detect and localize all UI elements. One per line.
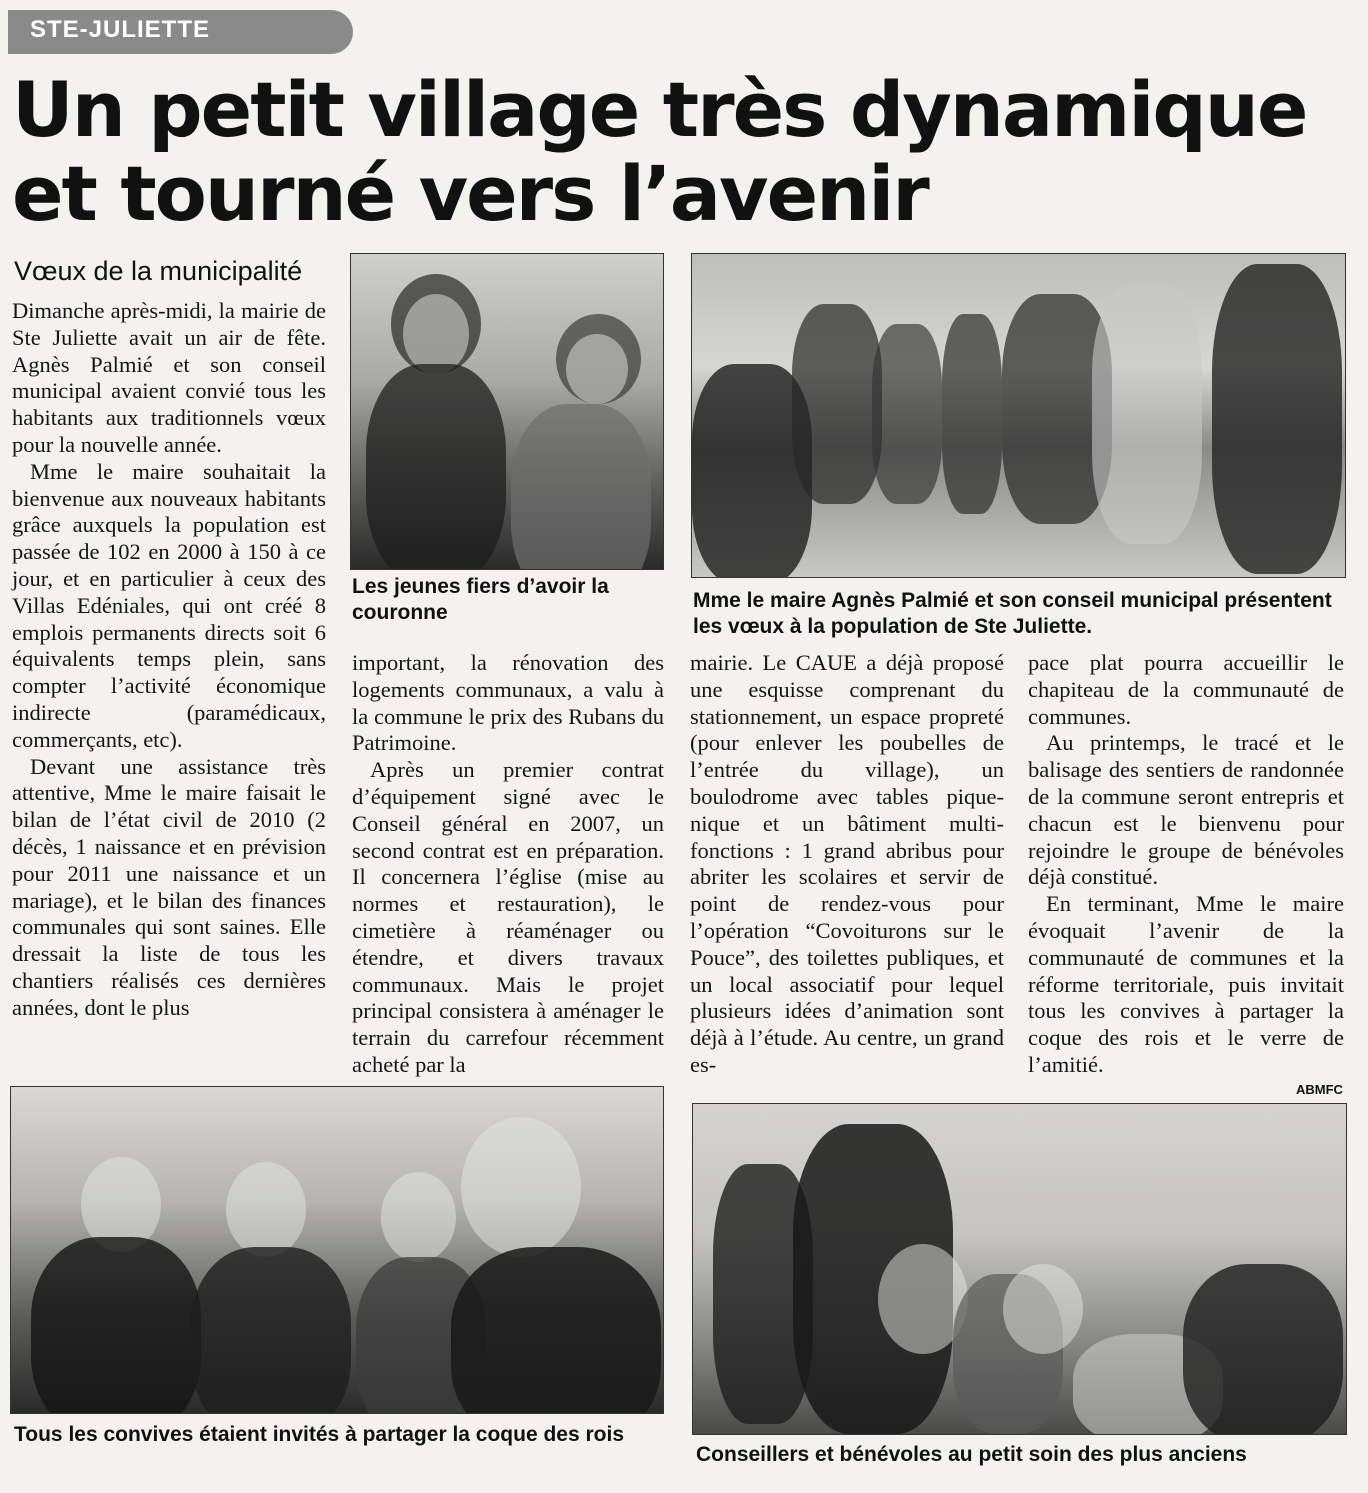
caption-photo-4: Conseillers et bénévoles au petit soin des plus anciens xyxy=(696,1443,1247,1466)
paragraph: En terminant, Mme le maire évoquait l’avenir de la communauté de communes et la réforme territoriale, puis invitait tous les convives à partager la coque des rois et le verre de l’amitié. xyxy=(1028,891,1344,1077)
paragraph: Dimanche après-midi, la mairie de Ste Juliette avait un air de fête. Agnès Palmié et son conseil municipal avaient convié tous les habitants aux traditionnels vœux pour la nouvelle année. xyxy=(12,298,326,457)
section-tag-label: STE-JULIETTE xyxy=(30,16,211,43)
headline-line-1: Un petit village très dynamique xyxy=(12,65,1307,154)
article-column-1 xyxy=(12,298,326,1022)
article-column-4 xyxy=(1028,650,1344,1079)
caption-photo-1: Les jeunes fiers d’avoir la couronne xyxy=(352,575,609,624)
paragraph: mairie. Le CAUE a déjà proposé une esquisse comprenant du stationnement, un espace propreté (pour enlever les poubelles de l’entrée du village), un boulodrome avec tables pique-nique et un bâtiment multi-fonctions : 1 grand abribus pour abriter les scolaires et servir de point de rendez-vous pour l’opération “Covoiturons sur le Pouce”, des toilettes publiques, et un local associatif pour lequel plusieurs idées d’animation sont déjà à l’étude. Au centre, un grand es- xyxy=(690,650,1004,1077)
section-tag xyxy=(8,10,353,54)
caption-photo-2: Mme le maire Agnès Palmié et son conseil municipal présentent les vœux à la population de Ste Juliette. xyxy=(693,589,1332,638)
headline-line-2: et tourné vers l’avenir xyxy=(12,149,928,238)
subheading: Vœux de la municipalité xyxy=(14,256,303,286)
paragraph: Après un premier contrat d’équipement signé avec le Conseil général en 2007, un second contrat est en préparation. Il concernera l’église (mise au normes et restauration), le cimetière à réaménager ou étendre, et divers travaux communaux. Mais le projet principal consistera à aménager le terrain du carrefour récemment acheté par la xyxy=(352,757,664,1077)
photo-volunteers-elders xyxy=(692,1103,1347,1435)
photo-guests-sharing xyxy=(10,1086,664,1414)
caption-photo-3: Tous les convives étaient invités à partager la coque des rois xyxy=(14,1423,625,1446)
author-credit: ABMFC xyxy=(1296,1082,1343,1097)
paragraph: Mme le maire souhaitait la bienvenue aux nouveaux habitants grâce auxquels la population est passée de 102 en 2000 à 150 à ce jour, et en particulier à ceux des Villas Edéniales, qui ont créé 8 emplois permanents directs soit 6 équivalents temps plein, sans compter l’activité économique indirecte (paramédicaux, commerçants, etc). xyxy=(12,458,326,752)
paragraph: Au printemps, le tracé et le balisage des sentiers de randonnée de la commune seront entrepris et chacun est le bienvenu pour rejoindre le groupe de bénévoles déjà constitué. xyxy=(1028,730,1344,890)
photo-mayor-council xyxy=(691,253,1346,578)
photo-children-crowns xyxy=(350,253,664,570)
paragraph: Devant une assistance très attentive, Mme le maire faisait le bilan de l’état civil de 2010 (2 décès, 1 naissance et en prévision pour 2011 une naissance et un mariage), et le bilan des finances communales qui sont saines. Elle dressait la liste de tous les chantiers réalisés ces dernières années, dont le plus xyxy=(12,753,326,1020)
paragraph: pace plat pourra accueillir le chapiteau de la communauté de communes. xyxy=(1028,650,1344,729)
paragraph: important, la rénovation des logements communaux, a valu à la commune le prix des Rubans du Patrimoine. xyxy=(352,650,664,756)
article-column-2 xyxy=(352,650,664,1079)
article-column-3 xyxy=(690,650,1004,1079)
